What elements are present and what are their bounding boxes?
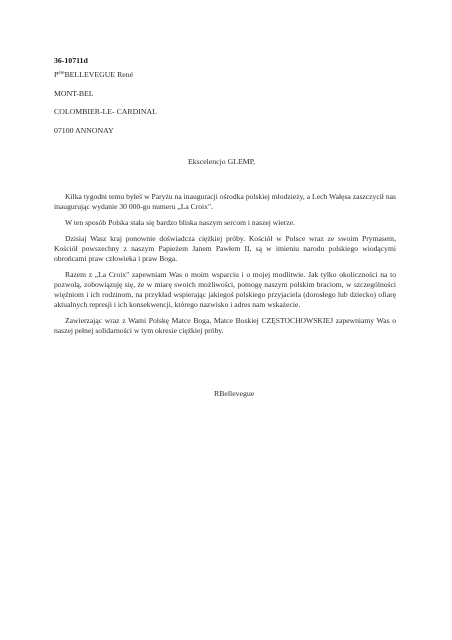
letter-body	[54, 192, 396, 342]
body-paragraph-5: Zawierzając wraz z Wami Polskę Matce Boga, Matce Boskiej CZĘSTOCHOWSKIEJ zapewniamy Was o naszej pełnej solidarności w tym okresie ciężkiej próby.	[54, 316, 396, 336]
sender-address	[54, 71, 157, 145]
sender-name: BELLEVEGUE René	[64, 70, 134, 79]
sender-title-superscript: ère	[58, 71, 65, 76]
address-line-4: 07100 ANNONAY	[54, 125, 114, 135]
body-paragraph-1: Kilka tygodni temu byłeś w Paryżu na inauguracji ośrodka polskiej młodzieży, a Lech Wałęsa zaszczycił nas inaugurując wydanie 30 000-go numeru „La Croix".	[54, 192, 396, 212]
sender-name-line	[54, 71, 157, 90]
body-paragraph-2: W ten sposób Polska stała się bardzo bliska naszym sercom i naszej wierze.	[65, 218, 295, 228]
salutation: Ekscelencjo GLEMP,	[188, 157, 256, 166]
signature: RBellevegue	[214, 389, 255, 398]
sender-title: P	[54, 70, 59, 79]
body-paragraph-4: Razem z „La Croix" zapewniam Was o moim wsparciu i o mojej modlitwie. Jak tylko okoliczności na to pozwolą, zobowiązuję się, że w miarę swoich możliwości, pomogę naszym polskim braciom, w szczególności więźniom i ich rodzinom, na przykład wspierając jakiegoś polskiego przyjaciela (dorosłego lub dziecko) ofiarę aktualnych represji i ich konsekwencji, którego nazwisko i adres nam wskażecie.	[54, 270, 396, 310]
body-paragraph-3: Dzisiaj Wasz kraj ponownie doświadcza ciężkiej próby. Kościół w Polsce wraz ze swoim Prymasem, Kościół powszechny z naszym Papieżem Janem Pawłem II, są w imieniu narodu polskiego wiodącymi obrońcami praw człowieka i praw Boga.	[54, 234, 396, 264]
address-line-2: MONT-BEL	[54, 88, 94, 98]
address-line-3: COLOMBIER-LE- CARDINAL	[54, 107, 157, 116]
reference-number: 36-10711d	[54, 56, 88, 65]
